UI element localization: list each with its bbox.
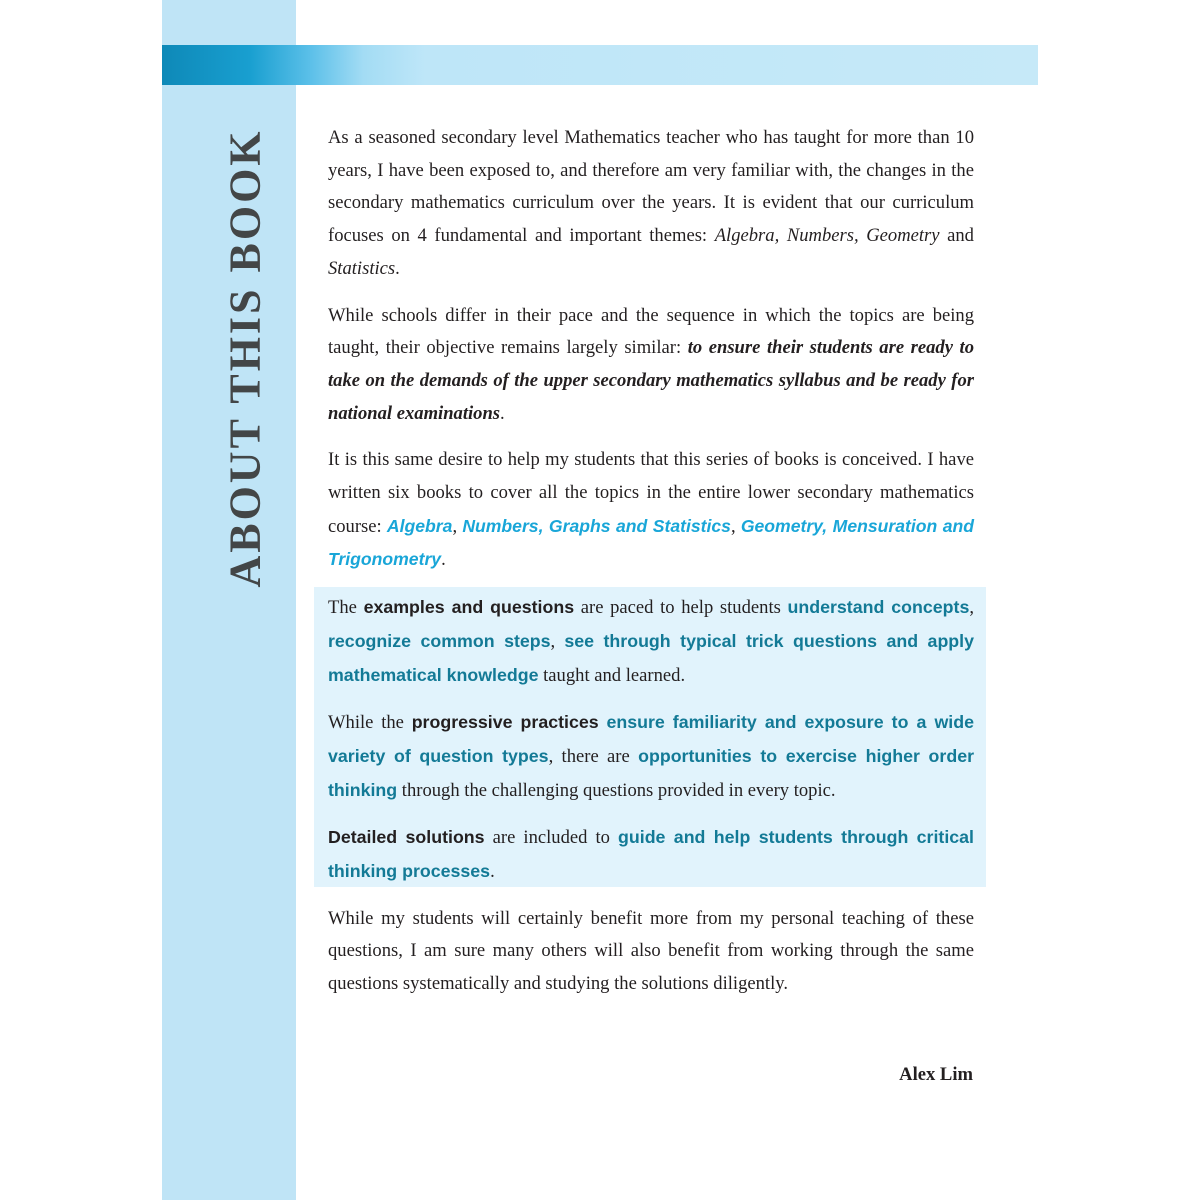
paragraph-examples: The examples and questions are paced to help students understand concepts, recognize common steps, see through typical trick questions and apply mathematical knowledge taught and learned. <box>328 597 974 686</box>
emphasis-understand: understand concepts <box>787 597 970 618</box>
paragraph-solutions: Detailed solutions are included to guide and help students through critical thinking processes. <box>328 827 974 883</box>
emphasis-higher-order: opportunities to exercise higher order thinking <box>328 745 974 800</box>
side-title: ABOUT THIS BOOK <box>220 128 270 588</box>
paragraph-practices: While the progressive practices ensure familiarity and exposure to a wide variety of question types, there are opportunities to exercise higher order thinking through the challenging questions provided in every topic. <box>328 712 974 801</box>
theme-statistics: Statistics <box>328 257 396 279</box>
theme-geometry: Geometry <box>866 225 940 247</box>
emphasis-familiarity: ensure familiarity and exposure to a wide variety of question types <box>328 712 974 766</box>
paragraph-objective: While schools differ in their pace and the sequence in which the topics are being taught, their objective remains largely similar: to ensure their students are ready to take on the demands of the upper secondary mathematics syllabus and be ready for national examinations. <box>328 304 974 424</box>
paragraph-series: It is this same desire to help my students that this series of books is conceived. I have written six books to cover all the topics in the entire lower secondary mathematics course: Algebra, Numbers, Graphs and Statistics, Geometry, Mensuration and Trigonometry. <box>328 449 974 571</box>
header-gradient-bar <box>162 45 1038 85</box>
objective-emphasis: to ensure their students are ready to take on the demands of the upper secondary mathematics syllabus and be ready for national examinations <box>328 337 974 424</box>
emphasis-examples: examples and questions <box>363 597 575 618</box>
book-title-algebra: Algebra <box>386 515 453 536</box>
book-title-numbers: Numbers, Graphs and Statistics <box>462 515 731 536</box>
paragraph-closing: While my students will certainly benefit more from my personal teaching of these questions, I am sure many others will also benefit from working through the same questions systematically and studying the solutions diligently. <box>328 907 974 995</box>
emphasis-solutions: Detailed solutions <box>328 827 485 848</box>
author-signature: Alex Lim <box>899 1064 973 1085</box>
emphasis-practices: progressive practices <box>411 712 599 733</box>
paragraph-intro: As a seasoned secondary level Mathematics teacher who has taught for more than 10 years, I have been exposed to, and therefore am very familiar with, the changes in the secondary mathematics curriculum over the years. It is evident that our curriculum focuses on 4 fundamental and important themes: Algebra, Numbers, Geometry and Statistics. <box>328 127 974 279</box>
theme-list: Algebra, Numbers, <box>714 225 859 247</box>
emphasis-recognize: recognize common steps <box>328 630 551 651</box>
emphasis-apply: see through typical trick questions and apply mathematical knowledge <box>328 630 974 685</box>
body-text <box>328 122 974 1001</box>
book-title-geometry: Geometry, Mensuration and Trigonometry <box>328 515 974 570</box>
emphasis-guide: guide and help students through critical thinking processes <box>328 827 974 882</box>
